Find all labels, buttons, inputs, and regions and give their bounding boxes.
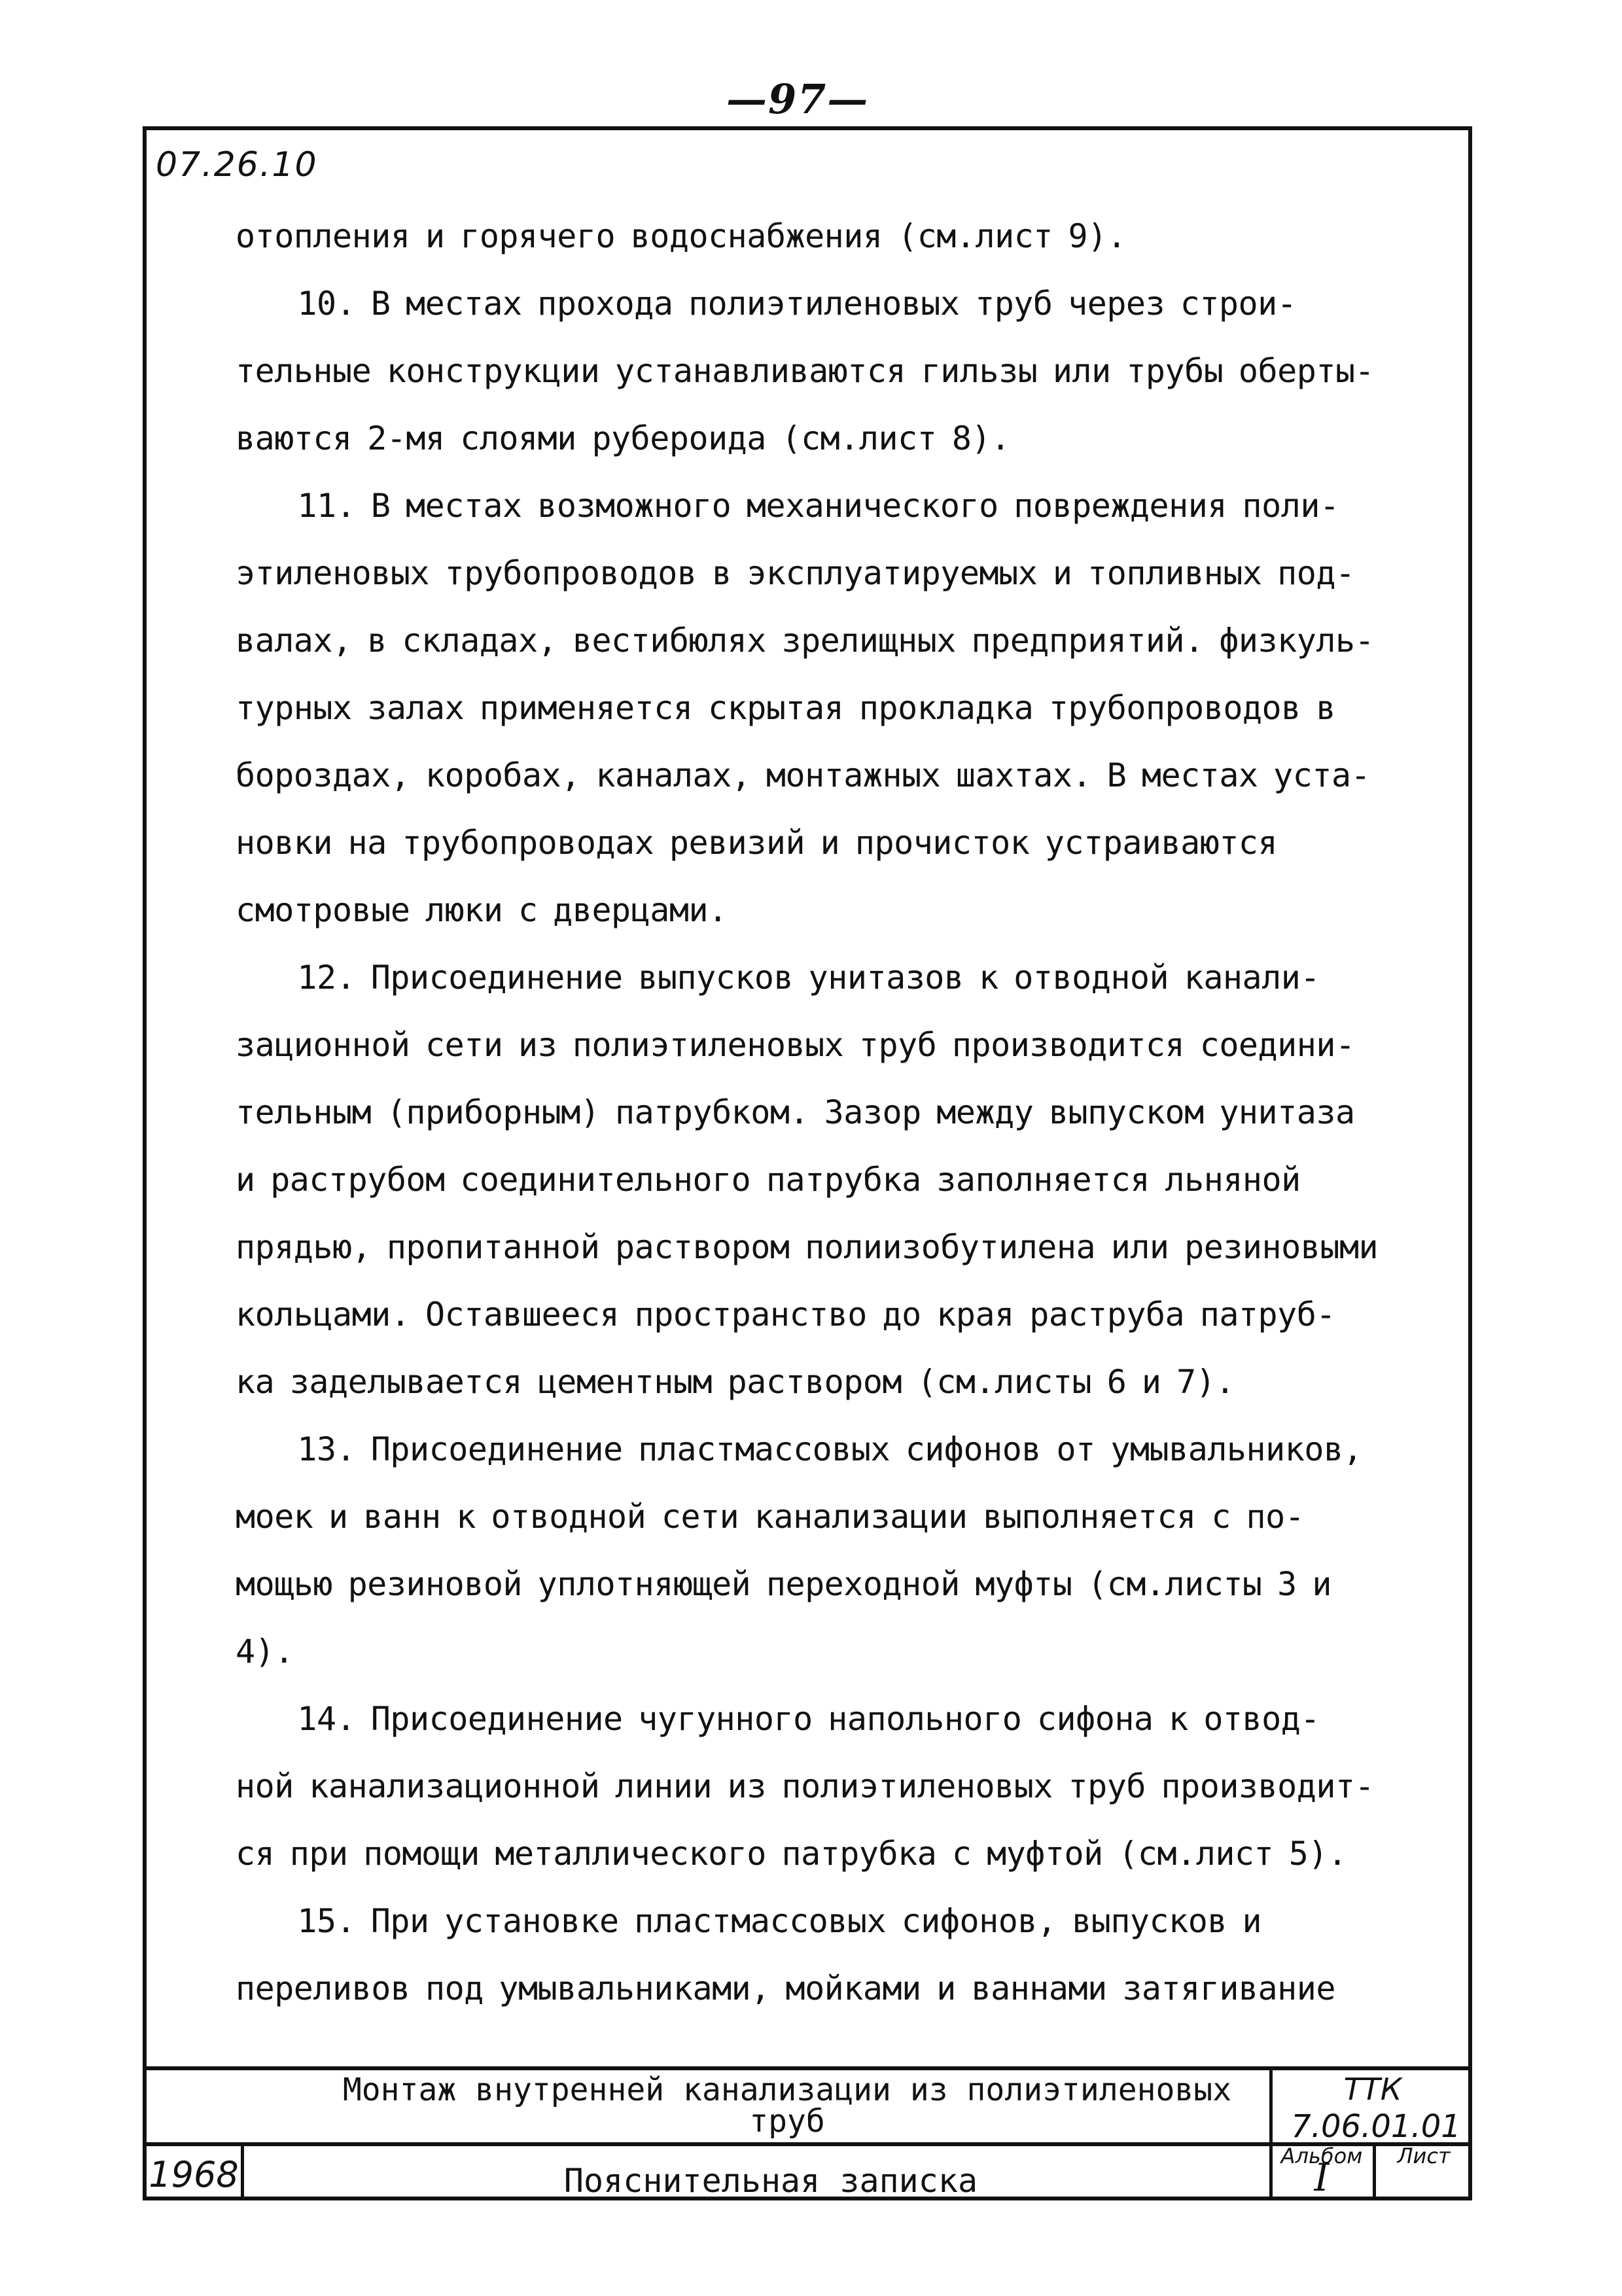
album-label: Альбом [1280,2144,1363,2168]
text-line: бороздах, коробах, каналах, монтажных шахтах. В местах уста- [236,756,1371,794]
title-line-2: труб [749,2103,825,2140]
text-line: ся при помощи металлического патрубка с муфтой (см.лист 5). [236,1835,1347,1873]
text-line: смотровые люки с дверцами. [236,891,728,929]
text-line: 10. В местах прохода полиэтиленовых труб через строи- [236,285,1297,323]
title-block [143,2066,1472,2200]
text-line: 13. Присоединение пластмассовых сифонов от умывальников, [236,1430,1363,1468]
text-line: 11. В местах возможного механического повреждения поли- [236,487,1339,525]
document-body [236,203,1466,2022]
text-line: 14. Присоединение чугунного напольного сифона к отвод- [236,1700,1320,1738]
text-line: кольцами. Оставшееся пространство до края раструба патруб- [236,1296,1335,1333]
text-line: моек и ванн к отводной сети канализации выполняется с по- [236,1498,1305,1536]
text-line: новки на трубопроводах ревизий и прочисток устраиваются [236,824,1278,862]
text-line: ваются 2-мя слоями рубероида (см.лист 8). [236,419,1010,457]
title-block-top-rule [143,2066,1472,2070]
text-line: ка заделывается цементным раствором (см.листы 6 и 7). [236,1363,1235,1401]
text-line: 15. При установке пластмассовых сифонов, выпусков и [236,1902,1262,1940]
text-line: турных залах применяется скрытая прокладка трубопроводов в [236,689,1335,727]
sheet-label: Лист [1397,2144,1451,2168]
title-block-year-rule [241,2142,244,2200]
title-block-year: 1968 [149,2154,239,2195]
ttk-label: ТТК [1343,2072,1402,2107]
text-line: ной канализационной линии из полиэтиленовых труб производит- [236,1767,1375,1805]
ttk-code: 7.06.01.01 [1291,2108,1461,2145]
title-block-subtitle: Пояснительная записка [563,2162,978,2200]
text-line: валах, в складах, вестибюлях зрелищных предприятий. физкуль- [236,622,1375,660]
text-line: этиленовых трубопроводов в эксплуатируемых и топливных под- [236,554,1355,592]
page-number: —97— [726,75,870,123]
text-line: зационной сети из полиэтиленовых труб производится соедини- [236,1026,1355,1064]
text-line: переливов под умывальниками, мойками и ваннами затягивание [236,1969,1335,2007]
text-line: 12. Присоединение выпусков унитазов к отводной канали- [236,959,1320,997]
text-line: и раструбом соединительного патрубка заполняется льняной [236,1161,1301,1199]
text-line: тельные конструкции устанавливаются гильзы или трубы оберты- [236,352,1375,390]
album-value: I [1314,2155,1330,2200]
text-line: 4). [236,1633,294,1670]
text-line: тельным (приборным) патрубком. Зазор между выпуском унитаза [236,1093,1355,1131]
text-line: мощью резиновой уплотняющей переходной муфты (см.листы 3 и [236,1565,1331,1603]
text-line: отопления и горячего водоснабжения (см.лист 9). [236,217,1127,255]
document-code: 07.26.10 [156,145,318,185]
text-line: прядью, пропитанной раствором полиизобутилена или резиновыми [236,1228,1379,1266]
title-line-1: Монтаж внутренней канализации из полиэтиленовых [342,2072,1232,2108]
